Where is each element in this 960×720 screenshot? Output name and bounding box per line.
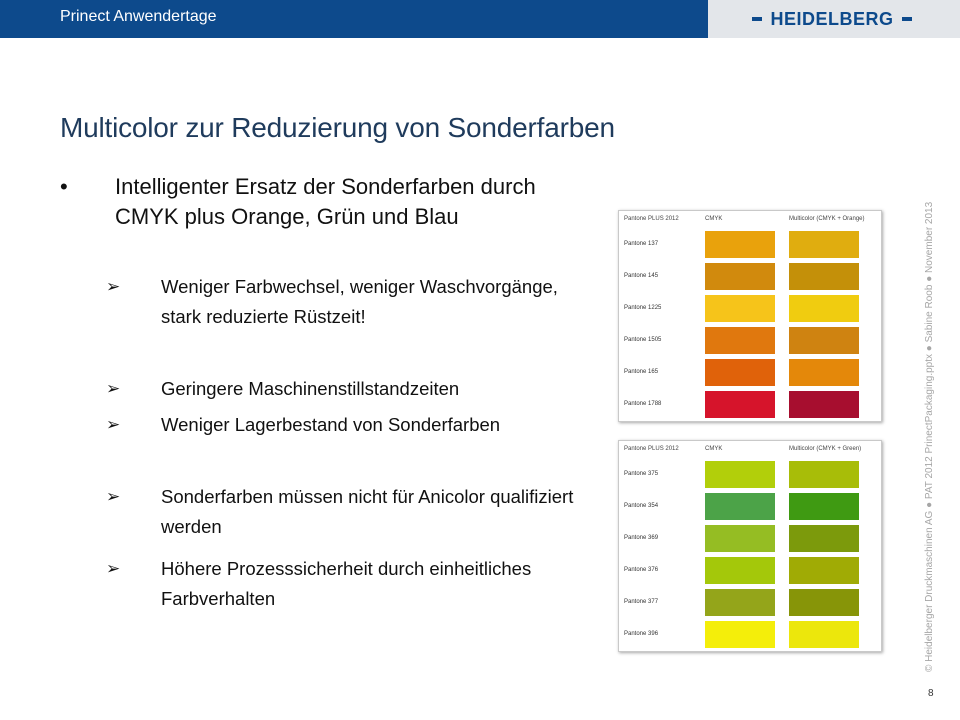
swatch-row-label: Pantone 1788 <box>624 401 662 407</box>
swatch-multicolor <box>789 359 859 386</box>
slide-title: Multicolor zur Reduzierung von Sonderfarben <box>60 112 615 143</box>
swatch-row-label: Pantone 396 <box>624 631 659 637</box>
swatch-cmyk <box>705 263 775 290</box>
swatch-cmyk <box>705 493 775 520</box>
heidelberg-logo <box>752 6 912 32</box>
swatch-multicolor <box>789 525 859 552</box>
swatch-row-label: Pantone 369 <box>624 535 659 541</box>
swatch-multicolor <box>789 263 859 290</box>
column-header-multicolor: Multicolor (CMYK + Green) <box>789 446 862 452</box>
arrow-bullet-icon: ➢ <box>106 379 121 398</box>
column-header-pantone: Pantone PLUS 2012 <box>624 216 679 222</box>
swatch-panel-green <box>618 440 882 652</box>
arrow-bullet-icon: ➢ <box>106 487 121 506</box>
bullet-dot: • <box>60 174 68 199</box>
page-number: 8 <box>928 688 934 699</box>
column-header-pantone: Pantone PLUS 2012 <box>624 446 679 452</box>
swatch-row-label: Pantone 1225 <box>624 305 662 311</box>
swatch-multicolor <box>789 231 859 258</box>
swatch-multicolor <box>789 461 859 488</box>
main-bullet-text: Intelligenter Ersatz der Sonderfarben durch CMYK plus Orange, Grün und Blau <box>115 174 536 229</box>
swatch-multicolor <box>789 327 859 354</box>
swatch-row-label: Pantone 354 <box>624 503 659 509</box>
swatch-panel-orange <box>618 210 882 422</box>
column-header-cmyk: CMYK <box>705 216 723 222</box>
swatch-row-label: Pantone 137 <box>624 241 659 247</box>
copyright-note: © Heidelberger Druckmaschinen AG ● PAT 2012 PrinectPackaging.pptx ● Sabine Roob ● November 2013 <box>924 201 935 672</box>
swatch-row-label: Pantone 375 <box>624 471 659 477</box>
header-bar <box>0 0 960 38</box>
arrow-bullet-icon: ➢ <box>106 559 121 578</box>
swatch-multicolor <box>789 493 859 520</box>
swatch-row-label: Pantone 165 <box>624 369 659 375</box>
swatch-cmyk <box>705 327 775 354</box>
swatch-row-label: Pantone 376 <box>624 567 659 573</box>
swatch-cmyk <box>705 231 775 258</box>
swatch-cmyk <box>705 359 775 386</box>
column-header-cmyk: CMYK <box>705 446 723 452</box>
swatch-multicolor <box>789 391 859 418</box>
swatch-multicolor <box>789 589 859 616</box>
swatch-cmyk <box>705 391 775 418</box>
swatch-multicolor <box>789 295 859 322</box>
sub-bullet-text: Weniger Farbwechsel, weniger Waschvorgänge, stark reduzierte Rüstzeit! <box>161 276 558 327</box>
swatch-cmyk <box>705 589 775 616</box>
sub-bullet-text: Höhere Prozesssicherheit durch einheitliches Farbverhalten <box>161 558 532 609</box>
swatch-cmyk <box>705 525 775 552</box>
sub-bullet-text: Sonderfarben müssen nicht für Anicolor qualifiziert werden <box>161 486 574 537</box>
swatch-cmyk <box>705 621 775 648</box>
swatch-cmyk <box>705 295 775 322</box>
swatch-cmyk <box>705 461 775 488</box>
column-header-multicolor: Multicolor (CMYK + Orange) <box>789 216 865 222</box>
sub-bullet-text: Weniger Lagerbestand von Sonderfarben <box>161 414 501 435</box>
swatch-cmyk <box>705 557 775 584</box>
sub-bullet-text: Geringere Maschinenstillstandzeiten <box>161 378 460 399</box>
swatch-row-label: Pantone 1505 <box>624 337 662 343</box>
event-title: Prinect Anwendertage <box>60 8 217 25</box>
swatch-row-label: Pantone 145 <box>624 273 659 279</box>
brand-text: HEIDELBERG <box>770 9 894 29</box>
swatch-multicolor <box>789 621 859 648</box>
swatch-row-label: Pantone 377 <box>624 599 659 605</box>
swatch-multicolor <box>789 557 859 584</box>
arrow-bullet-icon: ➢ <box>106 415 121 434</box>
arrow-bullet-icon: ➢ <box>106 277 121 296</box>
